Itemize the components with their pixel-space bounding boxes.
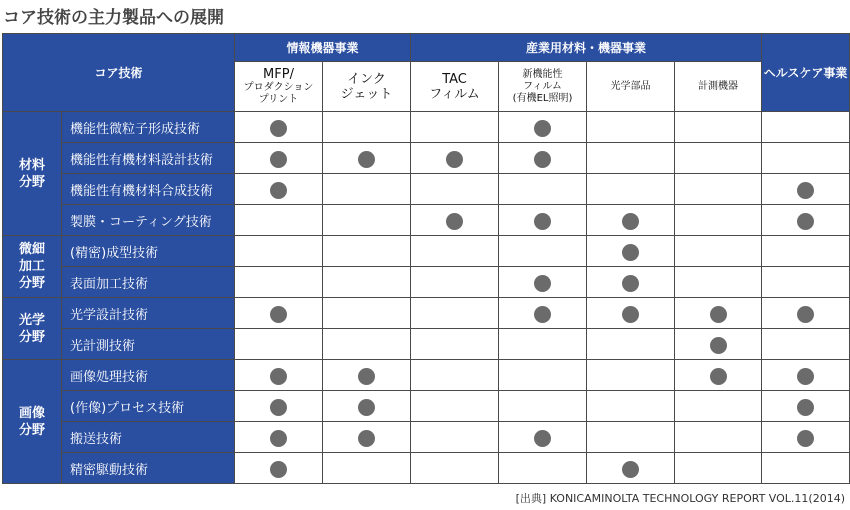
matrix-cell bbox=[587, 267, 675, 298]
header-product-line: ジェット bbox=[340, 86, 393, 102]
applied-dot-icon bbox=[358, 430, 375, 447]
applied-dot-icon bbox=[270, 120, 287, 137]
applied-dot-icon bbox=[534, 151, 551, 168]
technology-label: 搬送技術 bbox=[62, 422, 235, 453]
matrix-cell bbox=[235, 236, 323, 267]
matrix-cell bbox=[499, 143, 587, 174]
table-row bbox=[3, 422, 850, 453]
matrix-cell bbox=[499, 174, 587, 205]
matrix-cell bbox=[235, 143, 323, 174]
matrix-cell bbox=[675, 329, 762, 360]
category-label-line: 材料 bbox=[18, 157, 45, 173]
header-product-functional-film bbox=[499, 62, 587, 112]
matrix-cell bbox=[323, 422, 411, 453]
technology-label: 光学設計技術 bbox=[62, 298, 235, 329]
applied-dot-icon bbox=[270, 430, 287, 447]
header-group-healthcare: ヘルスケア事業 bbox=[762, 34, 850, 112]
technology-label: 機能性微粒子形成技術 bbox=[62, 112, 235, 143]
header-product-line: MFP/ bbox=[263, 67, 294, 82]
technology-label: 機能性有機材料合成技術 bbox=[62, 174, 235, 205]
table-row bbox=[3, 112, 850, 143]
applied-dot-icon bbox=[534, 275, 551, 292]
matrix-cell bbox=[762, 391, 850, 422]
applied-dot-icon bbox=[797, 182, 814, 199]
matrix-cell bbox=[762, 329, 850, 360]
matrix-cell bbox=[323, 391, 411, 422]
matrix-cell bbox=[762, 267, 850, 298]
matrix-cell bbox=[587, 236, 675, 267]
matrix-cell bbox=[587, 205, 675, 236]
table-row bbox=[3, 391, 850, 422]
matrix-cell bbox=[411, 112, 499, 143]
matrix-cell bbox=[235, 205, 323, 236]
applied-dot-icon bbox=[710, 368, 727, 385]
header-product-line: フィルム bbox=[429, 86, 480, 102]
applied-dot-icon bbox=[534, 306, 551, 323]
matrix-cell bbox=[587, 298, 675, 329]
header-product-line-small: プロダクション bbox=[243, 82, 314, 93]
technology-label: 製膜・コーティング技術 bbox=[62, 205, 235, 236]
matrix-cell bbox=[235, 112, 323, 143]
applied-dot-icon bbox=[270, 368, 287, 385]
matrix-cell bbox=[587, 391, 675, 422]
applied-dot-icon bbox=[270, 399, 287, 416]
category-label-line: 分野 bbox=[18, 174, 45, 190]
matrix-cell bbox=[499, 112, 587, 143]
header-product-line-small: 光学部品 bbox=[610, 80, 651, 92]
matrix-cell bbox=[762, 453, 850, 484]
technology-label: (精密)成型技術 bbox=[62, 236, 235, 267]
applied-dot-icon bbox=[797, 430, 814, 447]
matrix-cell bbox=[323, 174, 411, 205]
matrix-cell bbox=[762, 205, 850, 236]
header-group-info-equipment: 情報機器事業 bbox=[235, 34, 411, 62]
table-row bbox=[3, 453, 850, 484]
matrix-cell bbox=[411, 298, 499, 329]
core-tech-matrix bbox=[2, 33, 850, 484]
applied-dot-icon bbox=[446, 213, 463, 230]
applied-dot-icon bbox=[534, 120, 551, 137]
applied-dot-icon bbox=[270, 182, 287, 199]
table-row bbox=[3, 236, 850, 267]
matrix-cell bbox=[323, 205, 411, 236]
matrix-cell bbox=[235, 422, 323, 453]
applied-dot-icon bbox=[710, 337, 727, 354]
matrix-cell bbox=[235, 360, 323, 391]
matrix-cell bbox=[411, 329, 499, 360]
matrix-cell bbox=[323, 360, 411, 391]
matrix-cell bbox=[587, 112, 675, 143]
category-micro-fabrication bbox=[3, 236, 62, 298]
category-label-line: 画像 bbox=[18, 405, 45, 421]
matrix-cell bbox=[411, 236, 499, 267]
matrix-cell bbox=[323, 329, 411, 360]
table-row bbox=[3, 360, 850, 391]
category-label-line: 分野 bbox=[18, 329, 45, 345]
matrix-cell bbox=[587, 360, 675, 391]
matrix-cell bbox=[235, 174, 323, 205]
applied-dot-icon bbox=[797, 306, 814, 323]
header-product-line: インク bbox=[347, 71, 386, 87]
table-row bbox=[3, 298, 850, 329]
technology-label: 画像処理技術 bbox=[62, 360, 235, 391]
matrix-cell bbox=[762, 174, 850, 205]
applied-dot-icon bbox=[358, 399, 375, 416]
matrix-cell bbox=[235, 298, 323, 329]
matrix-cell bbox=[675, 112, 762, 143]
matrix-cell bbox=[323, 267, 411, 298]
applied-dot-icon bbox=[358, 368, 375, 385]
matrix-cell bbox=[675, 453, 762, 484]
matrix-cell bbox=[323, 143, 411, 174]
applied-dot-icon bbox=[710, 306, 727, 323]
matrix-cell bbox=[411, 174, 499, 205]
applied-dot-icon bbox=[797, 368, 814, 385]
technology-label: 光計測技術 bbox=[62, 329, 235, 360]
matrix-cell bbox=[323, 298, 411, 329]
matrix-cell bbox=[675, 391, 762, 422]
matrix-cell bbox=[499, 205, 587, 236]
category-materials bbox=[3, 112, 62, 236]
matrix-cell bbox=[411, 267, 499, 298]
matrix-cell bbox=[235, 329, 323, 360]
header-product-line-small: 新機能性 bbox=[522, 68, 563, 80]
matrix-cell bbox=[587, 174, 675, 205]
category-imaging bbox=[3, 360, 62, 484]
header-group-industrial: 産業用材料・機器事業 bbox=[411, 34, 762, 62]
page-title: コア技術の主力製品への展開 bbox=[3, 8, 224, 28]
table-row bbox=[3, 143, 850, 174]
matrix-cell bbox=[235, 453, 323, 484]
header-product-line-small: 計測機器 bbox=[698, 80, 739, 92]
header-product-measuring-instruments bbox=[675, 62, 762, 112]
category-label-line: 分野 bbox=[18, 276, 45, 291]
header-product-line-small: (有機EL照明) bbox=[512, 92, 573, 104]
matrix-cell bbox=[499, 329, 587, 360]
technology-label: (作像)プロセス技術 bbox=[62, 391, 235, 422]
matrix-cell bbox=[499, 360, 587, 391]
applied-dot-icon bbox=[622, 306, 639, 323]
matrix-cell bbox=[235, 267, 323, 298]
matrix-cell bbox=[411, 143, 499, 174]
technology-label: 機能性有機材料設計技術 bbox=[62, 143, 235, 174]
matrix-cell bbox=[499, 391, 587, 422]
matrix-cell bbox=[235, 391, 323, 422]
applied-dot-icon bbox=[534, 213, 551, 230]
applied-dot-icon bbox=[270, 461, 287, 478]
matrix-cell bbox=[587, 453, 675, 484]
header-product-tac-film bbox=[411, 62, 499, 112]
header-product-inkjet bbox=[323, 62, 411, 112]
matrix-cell bbox=[675, 236, 762, 267]
matrix-cell bbox=[675, 205, 762, 236]
category-label-line: 微細 bbox=[18, 242, 45, 257]
matrix-cell bbox=[499, 298, 587, 329]
category-label-line: 光学 bbox=[18, 312, 45, 328]
matrix-cell bbox=[587, 422, 675, 453]
applied-dot-icon bbox=[534, 430, 551, 447]
matrix-cell bbox=[762, 422, 850, 453]
applied-dot-icon bbox=[446, 151, 463, 168]
applied-dot-icon bbox=[622, 244, 639, 261]
applied-dot-icon bbox=[797, 213, 814, 230]
applied-dot-icon bbox=[622, 461, 639, 478]
matrix-cell bbox=[675, 143, 762, 174]
matrix-cell bbox=[762, 112, 850, 143]
header-product-optical-parts bbox=[587, 62, 675, 112]
matrix-cell bbox=[499, 453, 587, 484]
matrix-cell bbox=[411, 205, 499, 236]
matrix-cell bbox=[675, 298, 762, 329]
table-row bbox=[3, 329, 850, 360]
applied-dot-icon bbox=[270, 151, 287, 168]
table-row bbox=[3, 174, 850, 205]
matrix-cell bbox=[499, 236, 587, 267]
table-row bbox=[3, 267, 850, 298]
matrix-cell bbox=[499, 422, 587, 453]
header-product-line-small: フィルム bbox=[523, 80, 562, 92]
applied-dot-icon bbox=[622, 275, 639, 292]
header-product-line: TAC bbox=[442, 71, 467, 87]
matrix-cell bbox=[411, 453, 499, 484]
matrix-cell bbox=[675, 267, 762, 298]
matrix-cell bbox=[323, 112, 411, 143]
matrix-cell bbox=[411, 391, 499, 422]
source-citation: [出典] KONICAMINOLTA TECHNOLOGY REPORT VOL.11(2014) bbox=[515, 492, 845, 505]
table-row bbox=[3, 205, 850, 236]
header-product-line-small: プリント bbox=[258, 94, 299, 105]
category-label-line: 分野 bbox=[18, 422, 45, 438]
matrix-cell bbox=[762, 298, 850, 329]
matrix-cell bbox=[499, 267, 587, 298]
applied-dot-icon bbox=[797, 399, 814, 416]
applied-dot-icon bbox=[622, 213, 639, 230]
matrix-cell bbox=[323, 236, 411, 267]
matrix-cell bbox=[587, 329, 675, 360]
matrix-cell bbox=[675, 174, 762, 205]
category-optics bbox=[3, 298, 62, 360]
matrix-cell bbox=[675, 360, 762, 391]
header-core-tech: コア技術 bbox=[3, 34, 235, 112]
matrix-cell bbox=[762, 236, 850, 267]
header-product-mfp bbox=[235, 62, 323, 112]
matrix-cell bbox=[762, 143, 850, 174]
applied-dot-icon bbox=[358, 151, 375, 168]
applied-dot-icon bbox=[270, 306, 287, 323]
technology-label: 表面加工技術 bbox=[62, 267, 235, 298]
matrix-cell bbox=[675, 422, 762, 453]
technology-label: 精密駆動技術 bbox=[62, 453, 235, 484]
matrix-cell bbox=[323, 453, 411, 484]
matrix-cell bbox=[411, 360, 499, 391]
category-label-line: 加工 bbox=[18, 259, 45, 274]
matrix-cell bbox=[762, 360, 850, 391]
matrix-cell bbox=[587, 143, 675, 174]
matrix-cell bbox=[411, 422, 499, 453]
